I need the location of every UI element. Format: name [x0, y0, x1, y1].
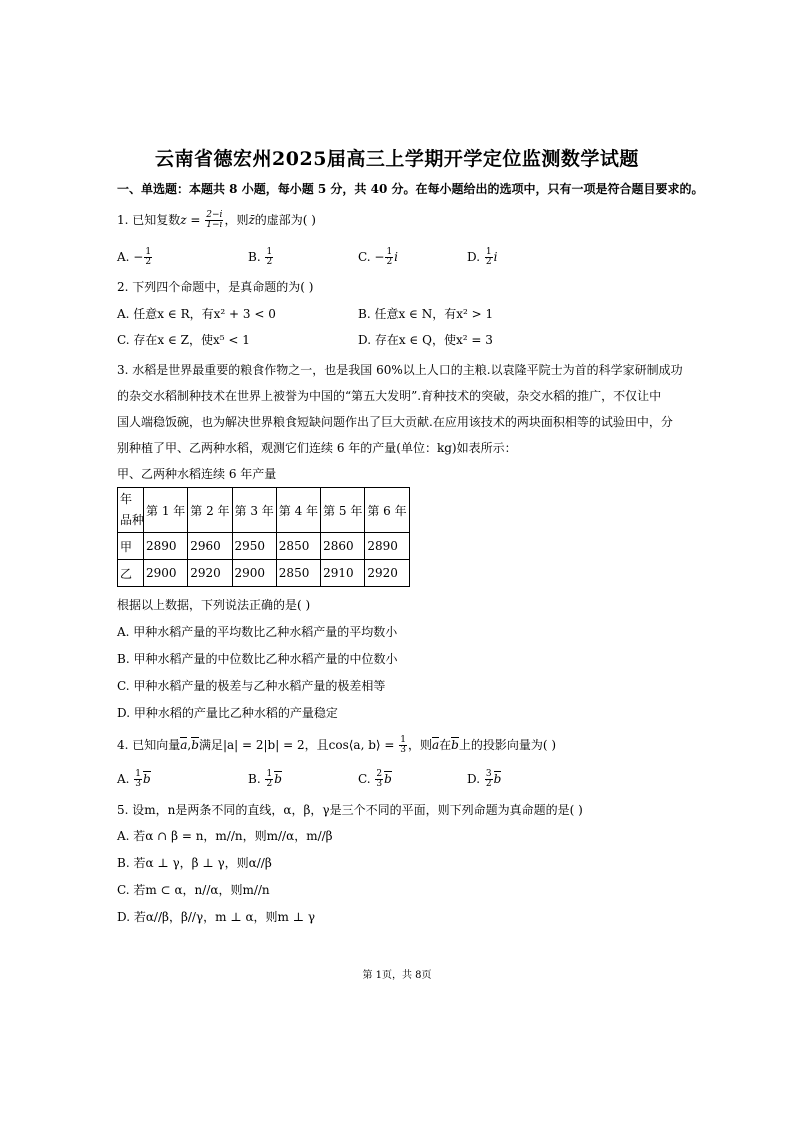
yield-table [117, 487, 410, 587]
table-caption: 甲、乙两种水稻连续 6 年产量 [117, 467, 277, 481]
question-3-prompt: 根据以上数据，下列说法正确的是( ) [117, 598, 311, 612]
question-3-line-3: 国人端稳饭碗，也为解决世界粮食短缺问题作出了巨大贡献.在应用该技术的两块面积相等的试验田中，分 [117, 415, 673, 429]
table-cell: 2850 [276, 533, 320, 560]
q1-option-c: C. − $\frac{1}{2}$ i [358, 247, 399, 267]
q3-option-b: B. 甲种水稻产量的中位数比乙种水稻产量的中位数小 [117, 652, 398, 666]
q4-option-d: D. $\frac{3}{2}$ b [467, 769, 502, 789]
q3-option-d: D. 甲种水稻的产量比乙种水稻的产量稳定 [117, 706, 338, 720]
table-cell: 2920 [365, 560, 409, 587]
table-header-cell: 第 5 年 [321, 488, 365, 533]
q1-option-a: A. − $\frac{1}{2}$ [117, 247, 152, 267]
page-footer: 第 1页，共 8页 [362, 970, 432, 981]
table-cell: 2900 [232, 560, 276, 587]
question-4-stem: 4. 已知向量a,b满足|a| = 2|b| = 2，且cos⟨a, b⟩ = $\frac{1}{3}$ ，则a在b上的投影向量为( ) [117, 735, 557, 755]
q3-option-a: A. 甲种水稻产量的平均数比乙种水稻产量的平均数小 [117, 625, 398, 639]
table-cell: 2910 [321, 560, 365, 587]
table-row [118, 560, 410, 587]
q5-option-c: C. 若m ⊂ α，n//α，则m//n [117, 883, 270, 897]
q4-option-b: B. $\frac{1}{2}$ b [248, 769, 282, 789]
question-5-stem: 5. 设m，n是两条不同的直线，α，β，γ是三个不同的平面，则下列命题为真命题的是( ) [117, 803, 583, 817]
table-cell: 2900 [144, 560, 188, 587]
table-header-row [118, 488, 410, 533]
question-3-line-2: 的杂交水稻制种技术在世界上被誉为中国的“第五大发明”.育种技术的突破，杂交水稻的推广，不仅让中 [117, 389, 662, 403]
question-3-line-1: 3. 水稻是世界最重要的粮食作物之一，也是我国 60%以上人口的主粮.以袁隆平院士为首的科学家研制成功 [117, 363, 683, 377]
table-cell: 2890 [144, 533, 188, 560]
table-header-cell: 第 6 年 [365, 488, 409, 533]
q3-option-c: C. 甲种水稻产量的极差与乙种水稻产量的极差相等 [117, 679, 386, 693]
q4-option-c: C. $\frac{2}{3}$ b [358, 769, 392, 789]
q5-option-d: D. 若α//β，β//γ，m ⊥ α，则m ⊥ γ [117, 910, 316, 924]
section-heading: 一、单选题：本题共 8 小题，每小题 5 分，共 40 分。在每小题给出的选项中，只有一项是符合题目要求的。 [117, 182, 704, 196]
table-row [118, 533, 410, 560]
question-1-stem: 1. 已知复数z = $\frac{2-i}{1-i}$ ，则z̄的虚部为( ) [117, 210, 316, 230]
table-header-cell: 第 1 年 [144, 488, 188, 533]
q1-option-b: B. $\frac{1}{2}$ [248, 247, 273, 267]
q5-option-a: A. 若α ∩ β = n，m//n，则m//α，m//β [117, 829, 333, 843]
table-cell: 2960 [188, 533, 232, 560]
table-corner-cell: 年 品种 [118, 488, 144, 533]
table-cell: 2860 [321, 533, 365, 560]
table-cell: 2890 [365, 533, 409, 560]
table-row-label: 甲 [118, 533, 144, 560]
table-cell: 2920 [188, 560, 232, 587]
table-row-label: 乙 [118, 560, 144, 587]
q2-option-a: A. 任意x ∈ R，有x² + 3 < 0 [117, 307, 276, 321]
table-header-cell: 第 3 年 [232, 488, 276, 533]
q1-option-d: D. $\frac{1}{2}$ i [467, 247, 498, 267]
q2-option-d: D. 存在x ∈ Q，使x² = 3 [358, 333, 493, 347]
q2-option-c: C. 存在x ∈ Z，使x⁵ < 1 [117, 333, 250, 347]
q4-option-a: A. $\frac{1}{3}$ b [117, 769, 151, 789]
table-header-cell: 第 4 年 [276, 488, 320, 533]
q5-option-b: B. 若α ⊥ γ，β ⊥ γ，则α//β [117, 856, 272, 870]
table-header-cell: 第 2 年 [188, 488, 232, 533]
q2-option-b: B. 任意x ∈ N，有x² > 1 [358, 307, 494, 321]
question-3-line-4: 别种植了甲、乙两种水稻，观测它们连续 6 年的产量(单位：kg)如表所示： [117, 441, 517, 455]
table-cell: 2950 [232, 533, 276, 560]
page-title: 云南省德宏州2025届高三上学期开学定位监测数学试题 [155, 148, 639, 170]
table-cell: 2850 [276, 560, 320, 587]
question-2-stem: 2. 下列四个命题中，是真命题的为( ) [117, 280, 314, 294]
fraction: $\frac{2-i}{1-i}$ [206, 210, 223, 230]
